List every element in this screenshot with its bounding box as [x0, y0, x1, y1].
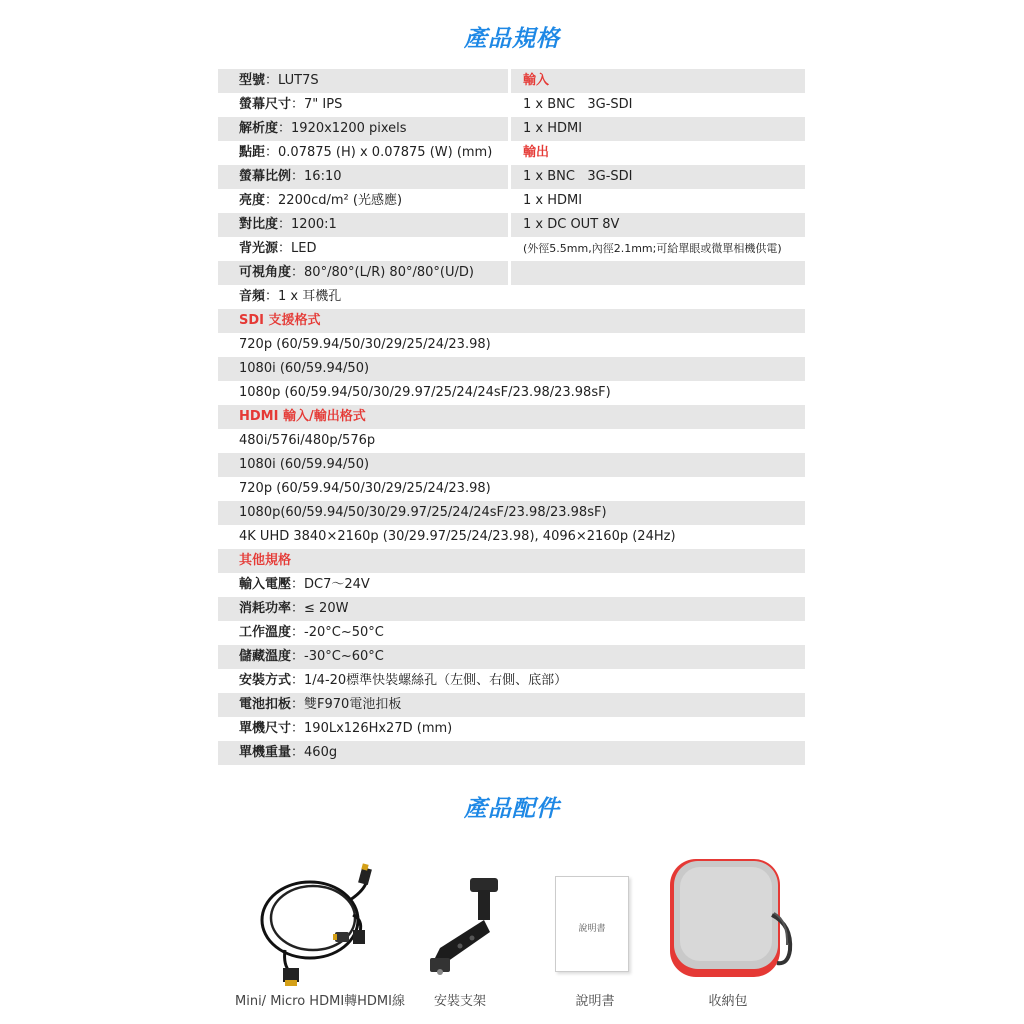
spec-row [218, 333, 805, 357]
spec-item [239, 261, 474, 285]
spec-separator: ： [291, 649, 305, 664]
spec-label: 儲藏溫度 [239, 649, 292, 664]
spec-row [218, 165, 805, 189]
spec-item [239, 213, 337, 237]
spec-separator: ： [291, 577, 305, 592]
spec-row [218, 669, 805, 693]
spec-item [239, 717, 452, 741]
spec-value: DC7～24V [304, 577, 370, 592]
spec-value: 1 x 耳機孔 [278, 289, 342, 304]
spec-row [218, 693, 805, 717]
spec-value: 1200:1 [291, 217, 337, 232]
spec-label: 單機重量 [239, 745, 292, 760]
spec-row [218, 597, 805, 621]
spec-section-heading: HDMI 輸入/輸出格式 [239, 409, 366, 424]
spec-label: 工作溫度 [239, 625, 292, 640]
spec-value: 80°/80°(L/R) 80°/80°(U/D) [304, 265, 474, 280]
spec-value: 2200cd/m² (光感應) [278, 193, 403, 208]
spec-row [218, 237, 805, 261]
spec-row [218, 381, 805, 405]
spec-row [218, 261, 805, 285]
spec-separator: ： [265, 193, 279, 208]
mount-bracket-icon [400, 860, 520, 980]
spec-value: 16:10 [304, 169, 342, 184]
spec-value: -20°C~50°C [304, 625, 384, 640]
spec-label: 解析度 [239, 121, 279, 136]
spec-format-text: 720p (60/59.94/50/30/29/25/24/23.98) [239, 481, 491, 496]
accessory-label-carry-case: 收納包 [708, 994, 748, 1009]
spec-label: 螢幕尺寸 [239, 97, 292, 112]
spec-format-text: 1080i (60/59.94/50) [239, 361, 370, 376]
spec-value: LED [291, 241, 317, 256]
spec-item [239, 693, 401, 717]
spec-separator: ： [265, 73, 279, 88]
spec-row [218, 141, 805, 165]
spec-label: 對比度 [239, 217, 279, 232]
spec-value: -30°C~60°C [304, 649, 384, 664]
spec-separator: ： [291, 265, 305, 280]
spec-section-heading: 其他規格 [239, 553, 292, 568]
spec-separator: ： [278, 217, 292, 232]
spec-format-text: 720p (60/59.94/50/30/29/25/24/23.98) [239, 337, 491, 352]
spec-value: 雙F970電池扣板 [304, 697, 402, 712]
spec-item [239, 189, 402, 213]
spec-separator: ： [291, 625, 305, 640]
spec-label: 型號 [239, 73, 266, 88]
spec-label: 單機尺寸 [239, 721, 292, 736]
spec-value: 460g [304, 745, 338, 760]
spec-item [239, 597, 348, 621]
spec-row [218, 405, 805, 429]
spec-item [239, 117, 407, 141]
spec-label: 電池扣板 [239, 697, 292, 712]
spec-row [218, 549, 805, 573]
spec-item [239, 621, 384, 645]
spec-label: 輸入電壓 [239, 577, 292, 592]
manual-cover-text: 說明書 [578, 924, 606, 934]
spec-separator: ： [291, 169, 305, 184]
spec-label: 安裝方式 [239, 673, 292, 688]
spec-label: 消耗功率 [239, 601, 292, 616]
spec-row [218, 741, 805, 765]
spec-row [218, 621, 805, 645]
spec-label: 可視角度 [239, 265, 292, 280]
spec-row [218, 93, 805, 117]
spec-separator: ： [291, 745, 305, 760]
spec-row [218, 117, 805, 141]
spec-row [218, 69, 805, 93]
spec-value: 7" IPS [304, 97, 343, 112]
spec-format-text: 1080i (60/59.94/50) [239, 457, 370, 472]
spec-row [218, 525, 805, 549]
accessory-carry-case [662, 855, 797, 985]
spec-value: 190Lx126Hx27D (mm) [304, 721, 453, 736]
spec-value: LUT7S [278, 73, 319, 88]
spec-io-item: 1 x HDMI [523, 193, 583, 208]
spec-separator: ： [265, 289, 279, 304]
spec-io-item: 輸出 [523, 145, 550, 160]
spec-row [218, 285, 805, 309]
spec-row [218, 717, 805, 741]
spec-row [218, 213, 805, 237]
accessory-manual [555, 876, 629, 972]
spec-format-text: 1080p(60/59.94/50/30/29.97/25/24/24sF/23.98/23.98sF) [239, 505, 607, 520]
spec-label: 亮度 [239, 193, 266, 208]
spec-value: 1/4-20標準快裝螺絲孔（左側、右側、底部） [304, 673, 568, 688]
hdmi-cable-icon [255, 860, 385, 990]
spec-label: 螢幕比例 [239, 169, 292, 184]
spec-row [218, 189, 805, 213]
spec-item [239, 165, 342, 189]
carry-case-icon [662, 855, 797, 985]
spec-section-heading: SDI 支援格式 [239, 313, 321, 328]
spec-item [239, 69, 319, 93]
manual-icon [555, 876, 629, 972]
specs-title: 產品規格 [464, 26, 560, 52]
spec-item [239, 645, 384, 669]
spec-row [218, 357, 805, 381]
spec-separator: ： [265, 145, 279, 160]
spec-separator: ： [291, 721, 305, 736]
spec-item [239, 669, 567, 693]
spec-io-item: 1 x DC OUT 8V [523, 213, 619, 237]
spec-row [218, 477, 805, 501]
spec-separator: ： [278, 241, 292, 256]
spec-format-text: 4K UHD 3840×2160p (30/29.97/25/24/23.98), 4096×2160p (24Hz) [239, 529, 676, 544]
spec-value: ≤ 20W [304, 601, 349, 616]
spec-label: 音頻 [239, 289, 266, 304]
spec-item [239, 285, 341, 309]
spec-separator: ： [278, 121, 292, 136]
spec-io-item: 輸入 [523, 69, 549, 93]
spec-item [239, 741, 337, 765]
spec-separator: ： [291, 673, 305, 688]
spec-item [239, 573, 370, 597]
spec-label: 背光源 [239, 241, 279, 256]
accessories-title: 產品配件 [464, 796, 560, 822]
spec-row [218, 309, 805, 333]
spec-separator: ： [291, 697, 305, 712]
spec-row [218, 645, 805, 669]
spec-io-item: (外徑5.5mm,內徑2.1mm;可給單眼或微單相機供電) [523, 242, 782, 255]
spec-item [239, 93, 342, 117]
spec-label: 點距 [239, 145, 266, 160]
accessory-mount-bracket [400, 860, 520, 980]
spec-format-text: 480i/576i/480p/576p [239, 433, 376, 448]
spec-io-item: 1 x BNC 3G-SDI [523, 165, 632, 189]
spec-table [218, 69, 805, 765]
spec-item [239, 237, 317, 261]
column-divider [508, 69, 511, 285]
spec-value: 0.07875 (H) x 0.07875 (W) (mm) [278, 145, 493, 160]
spec-row [218, 453, 805, 477]
accessory-hdmi-cable [255, 860, 385, 990]
spec-format-text: 1080p (60/59.94/50/30/29.97/25/24/24sF/23.98/23.98sF) [239, 385, 611, 400]
accessory-label-manual: 說明書 [575, 994, 615, 1009]
accessory-label-mount-bracket: 安裝支架 [433, 994, 486, 1009]
spec-separator: ： [291, 97, 305, 112]
spec-value: 1920x1200 pixels [291, 121, 407, 136]
spec-row [218, 429, 805, 453]
spec-io-item: 1 x HDMI [523, 117, 582, 141]
spec-row [218, 501, 805, 525]
spec-row [218, 573, 805, 597]
accessory-label-hdmi-cable: Mini/ Micro HDMI轉HDMI線 [235, 994, 405, 1009]
spec-io-item: 1 x BNC 3G-SDI [523, 97, 633, 112]
spec-item [239, 141, 492, 165]
spec-separator: ： [291, 601, 305, 616]
